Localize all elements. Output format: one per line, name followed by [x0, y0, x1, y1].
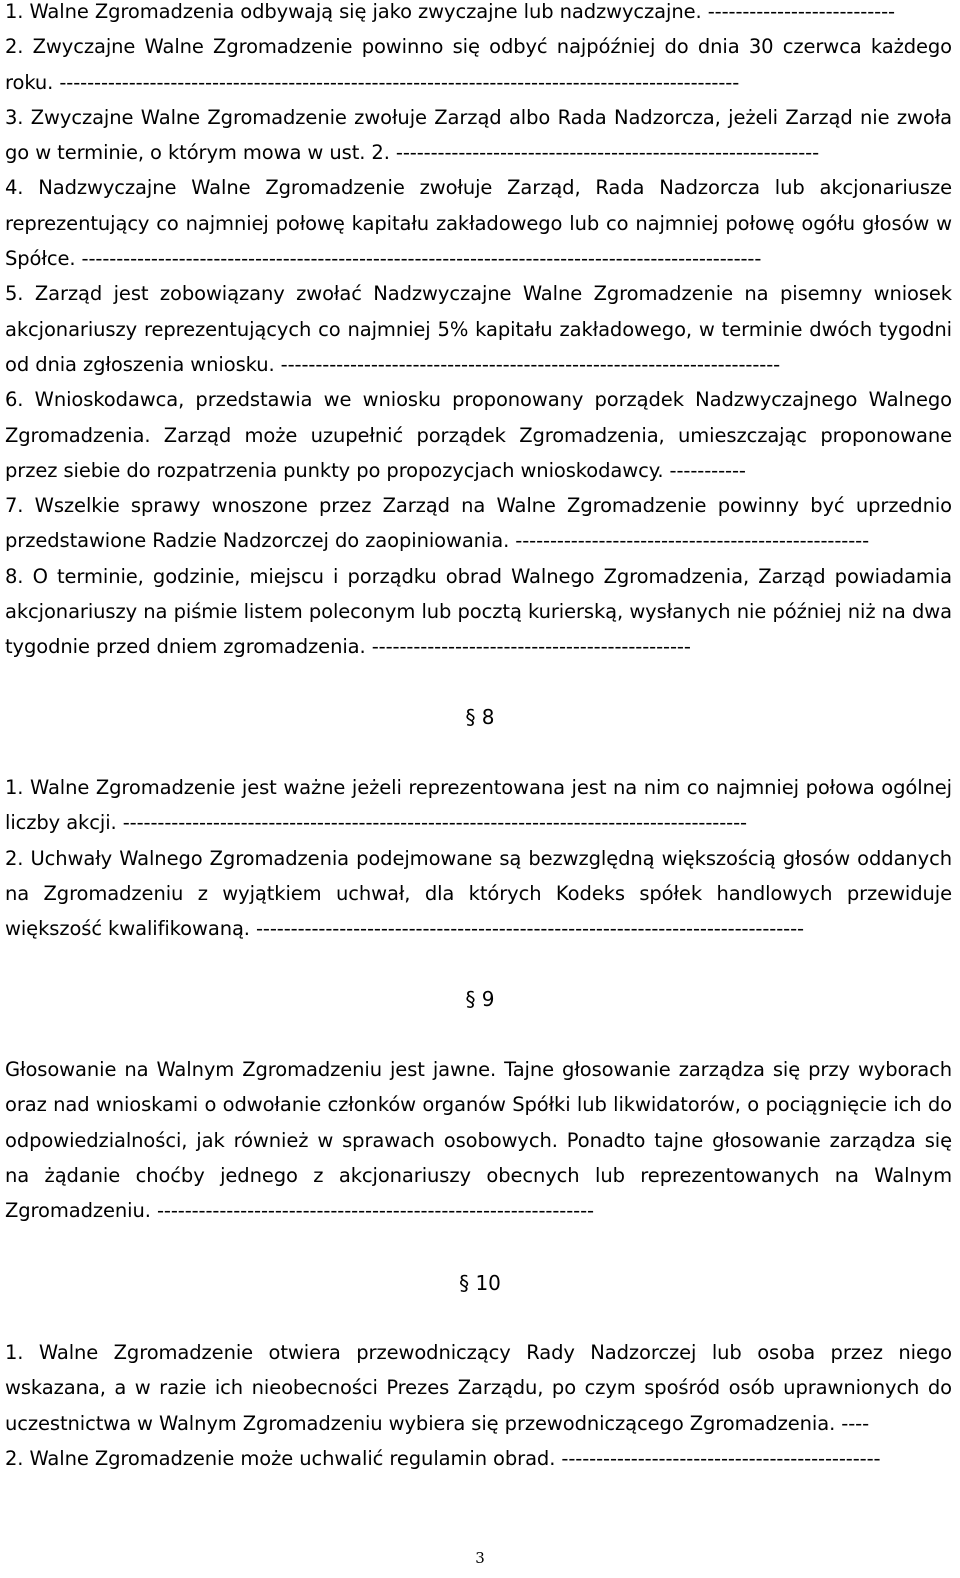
- paragraph-6: 6. Wnioskodawca, przedstawia we wniosku proponowany porządek Nadzwyczajnego Walnego Zgromadzenia. Zarząd może uzupełnić porządek Zgromadzenia, umieszczając proponowane przez siebie do rozpatrzenia punkty po propozycjach wnioskodawcy. -----------: [5, 388, 952, 482]
- page-number: 3: [475, 1549, 485, 1567]
- text-block-section-9: [5, 1052, 952, 1228]
- paragraph-3: 3. Zwyczajne Walne Zgromadzenie zwołuje Zarząd albo Rada Nadzorcza, jeżeli Zarząd nie zwoła go w terminie, o którym mowa w ust. 2. -------------------------------------------------------------: [5, 105, 952, 165]
- paragraph-2: 2. Zwyczajne Walne Zgromadzenie powinno się odbyć najpóźniej do dnia 30 czerwca każdego roku. --------------------------------------------------------------------------------------------------: [5, 35, 952, 94]
- paragraph-8: 8. O terminie, godzinie, miejscu i porządku obrad Walnego Zgromadzenia, Zarząd powiadamia akcjonariuszy na piśmie listem poleconym lub pocztą kurierską, wysłanych nie później niż na dwa tygodnie przed dniem zgromadzenia. ----------------------------------------------: [5, 564, 952, 659]
- paragraph-7: 7. Wszelkie sprawy wnoszone przez Zarząd na Walne Zgromadzenie powinny być uprzednio przedstawione Radzie Nadzorczej do zaopiniowania. ---------------------------------------------------: [5, 494, 952, 553]
- text-block-general-meetings: [5, 0, 952, 665]
- section-10-paragraph-2: 2. Walne Zgromadzenie może uchwalić regulamin obrad. ----------------------------------------------: [5, 1446, 881, 1470]
- text-block-section-10: [5, 1335, 952, 1476]
- paragraph-5: 5. Zarząd jest zobowiązany zwołać Nadzwyczajne Walne Zgromadzenie na pisemny wniosek akcjonariuszy reprezentujących co najmniej 5% kapitału zakładowego, w terminie dwóch tygodni od dnia zgłoszenia wniosku. ------------------------------------------------------------------------: [5, 282, 952, 376]
- section-9-paragraph-1: Głosowanie na Walnym Zgromadzeniu jest jawne. Tajne głosowanie zarządza się przy wyborach oraz nad wnioskami o odwołanie członków organów Spółki lub likwidatorów, o pociągnięcie ich do odpowiedzialności, jak również w sprawach osobowych. Ponadto tajne głosowanie zarządza się na żądanie choćby jednego z akcjonariuszy obecnych lub reprezentowanych na Walnym Zgromadzeniu. ---------------------------------------------------------------: [5, 1058, 952, 1223]
- section-8-paragraph-1: 1. Walne Zgromadzenie jest ważne jeżeli reprezentowana jest na nim co najmniej połowa ogólnej liczby akcji. ------------------------------------------------------------------------------------------: [5, 776, 952, 835]
- section-heading-9: § 9: [465, 987, 495, 1011]
- section-10-paragraph-1: 1. Walne Zgromadzenie otwiera przewodniczący Rady Nadzorczej lub osoba przez niego wskazana, a w razie ich nieobecności Prezes Zarządu, po czym spośród osób uprawnionych do uczestnictwa w Walnym Zgromadzeniu wybiera się przewodniczącego Zgromadzenia. ----: [5, 1341, 952, 1435]
- text-block-section-8: [5, 770, 952, 946]
- paragraph-1: 1. Walne Zgromadzenia odbywają się jako zwyczajne lub nadzwyczajne. ---------------------------: [5, 0, 895, 23]
- section-heading-8: § 8: [465, 705, 495, 729]
- paragraph-4: 4. Nadzwyczajne Walne Zgromadzenie zwołuje Zarząd, Rada Nadzorcza lub akcjonariusze reprezentujący co najmniej połowę kapitału zakładowego lub co najmniej połowę ogółu głosów w Spółce. --------------------------------------------------------------------------------------------------: [5, 176, 952, 271]
- section-heading-10: § 10: [459, 1271, 501, 1295]
- section-8-paragraph-2: 2. Uchwały Walnego Zgromadzenia podejmowane są bezwzględną większością głosów oddanych na Zgromadzeniu z wyjątkiem uchwał, dla których Kodeks spółek handlowych przewiduje większość kwalifikowaną. -------------------------------------------------------------------------------: [5, 846, 952, 941]
